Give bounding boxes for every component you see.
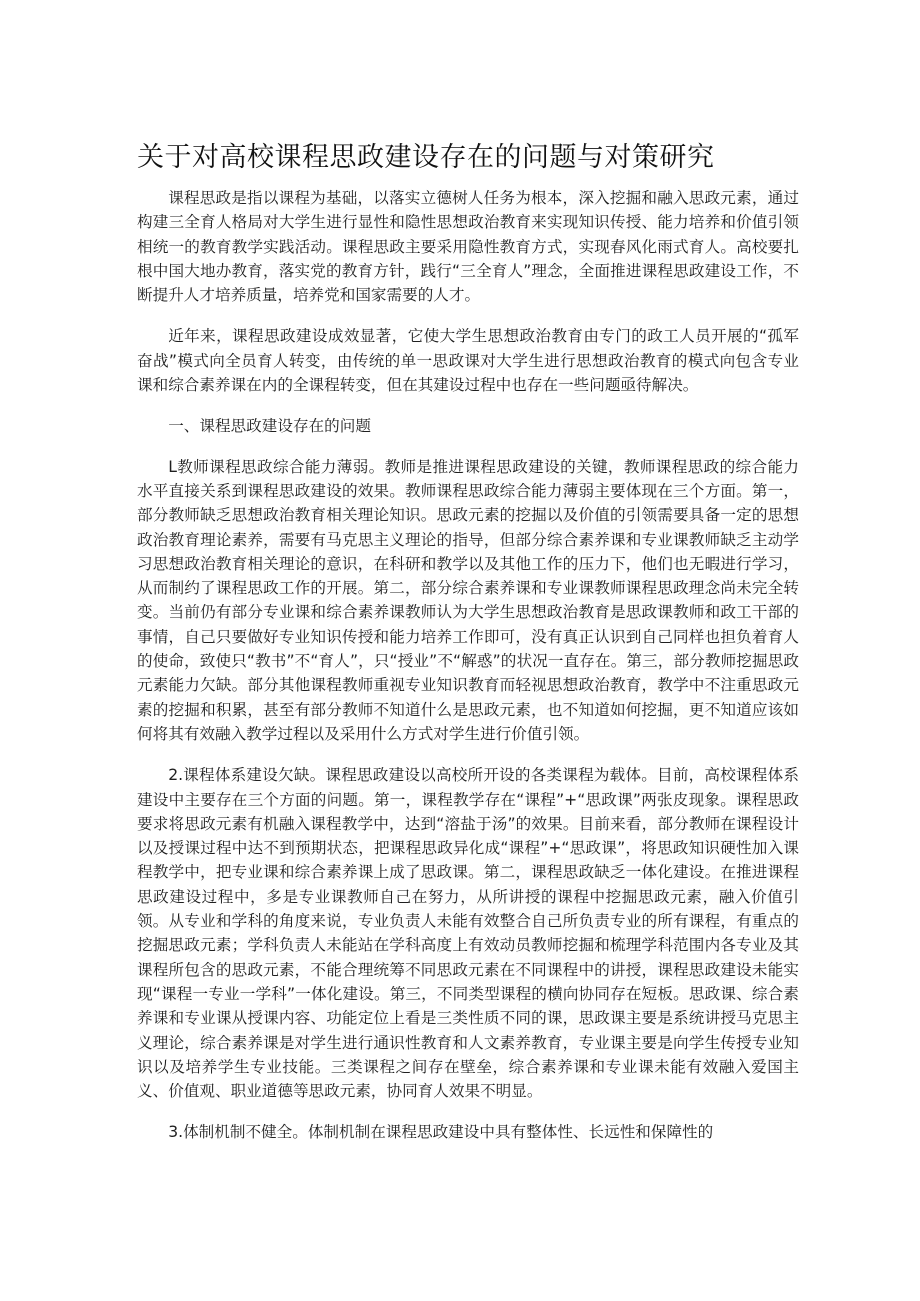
problem-2-paragraph: 2.课程体系建设欠缺。课程思政建设以高校所开设的各类课程为载体。目前，高校课程体系建设中主要存在三个方面的问题。第一，课程教学存在“课程”+“思政课”两张皮现象。课程思政要求将思政元素有机融入课程教学中，达到“溶盐于汤”的效果。目前来看，部分教师在课程设计以及授课过程中达不到预期状态，把课程思政异化成“课程”+“思政课”，将思政知识硬性加入课程教学中，把专业课和综合素养课上成了思政课。第二，课程思政缺乏一体化建设。在推进课程思政建设过程中，多是专业课教师自己在努力，从所讲授的课程中挖掘思政元素，融入价值引领。从专业和学科的角度来说，专业负责人未能有效整合自己所负责专业的所有课程，有重点的挖掘思政元素；学科负责人未能站在学科高度上有效动员教师挖掘和梳理学科范围内各专业及其课程所包含的思政元素，不能合理统筹不同思政元素在不同课程中的讲授，课程思政建设未能实现“课程一专业一学科”一体化建设。第三，不同类型课程的横向协同存在短板。思政课、综合素养课和专业课从授课内容、功能定位上看是三类性质不同的课，思政课主要是系统讲授马克思主义理论，综合素养课是对学生进行通识性教育和人文素养教育，专业课主要是向学生传授专业知识以及培养学生专业技能。三类课程之间存在壁垒，综合素养课和专业课未能有效融入爱国主义、价值观、职业道德等思政元素，协同育人效果不明显。	[137, 766, 799, 1101]
problem-3-paragraph: 3.体制机制不健全。体制机制在课程思政建设中具有整体性、长远性和保障性的	[168, 1123, 714, 1142]
intro-paragraph: 课程思政是指以课程为基础，以落实立德树人任务为根本，深入挖掘和融入思政元素，通过构建三全育人格局对大学生进行显性和隐性思想政治教育来实现知识传授、能力培养和价值引领相统一的教育教学实践活动。课程思政主要采用隐性教育方式，实现春风化雨式育人。高校要扎根中国大地办教育，落实党的教育方针，践行“三全育人”理念，全面推进课程思政建设工作，不断提升人才培养质量，培养党和国家需要的人才。	[137, 189, 799, 305]
document-body	[137, 186, 799, 1145]
problem-1-paragraph: L教师课程思政综合能力薄弱。教师是推进课程思政建设的关键，教师课程思政的综合能力水平直接关系到课程思政建设的效果。教师课程思政综合能力薄弱主要体现在三个方面。第一，部分教师缺乏思想政治教育相关理论知识。思政元素的挖掘以及价值的引领需要具备一定的思想政治教育理论素养，需要有马克思主义理论的指导，但部分综合素养课和专业课教师缺乏主动学习思想政治教育相关理论的意识，在科研和教学以及其他工作的压力下，他们也无暇进行学习，从而制约了课程思政工作的开展。第二，部分综合素养课和专业课教师课程思政理念尚未完全转变。当前仍有部分专业课和综合素养课教师认为大学生思想政治教育是思政课教师和政工干部的事情，自己只要做好专业知识传授和能力培养工作即可，没有真正认识到自己同样也担负着育人的使命，致使只“教书”不“育人”，只“授业”不“解惑”的状况一直存在。第三，部分教师挖掘思政元素能力欠缺。部分其他课程教师重视专业知识教育而轻视思想政治教育，教学中不注重思政元素的挖掘和积累，甚至有部分教师不知道什么是思政元素，也不知道如何挖掘，更不知道应该如何将其有效融入教学过程以及采用什么方式对学生进行价值引领。	[137, 457, 799, 743]
background-paragraph: 近年来，课程思政建设成效显著，它使大学生思想政治教育由专门的政工人员开展的“孤军奋战”模式向全员育人转变，由传统的单一思政课对大学生进行思想政治教育的模式向包含专业课和综合素养课在内的全课程转变，但在其建设过程中也存在一些问题亟待解决。	[137, 327, 799, 395]
document-title: 关于对高校课程思政建设存在的问题与对策研究	[137, 142, 715, 173]
section-heading: 一、课程思政建设存在的问题	[168, 417, 371, 436]
